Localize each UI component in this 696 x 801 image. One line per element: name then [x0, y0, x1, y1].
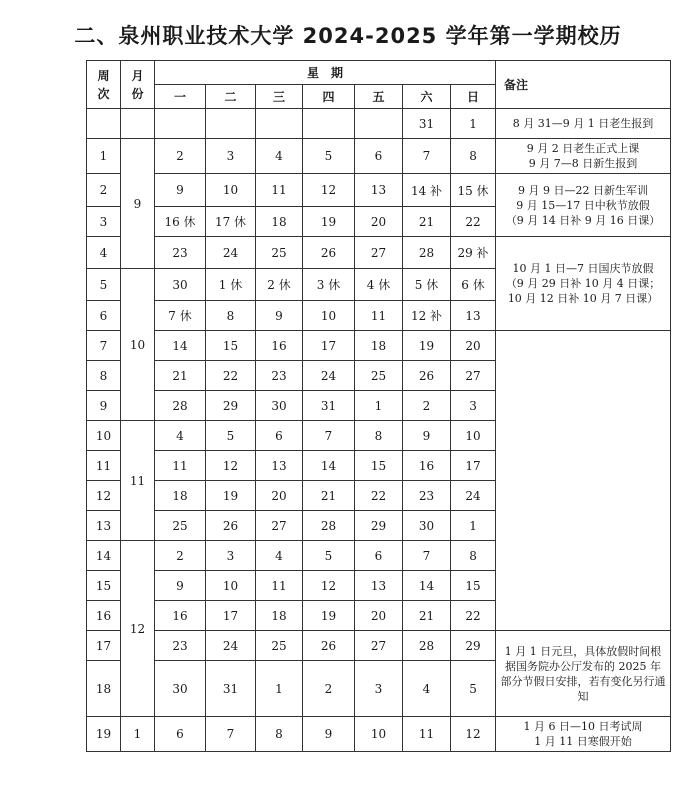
day-cell: 31 [303, 391, 355, 421]
weekday-header: 六 [403, 85, 451, 109]
day-cell: 30 [155, 269, 206, 301]
month-header-line-2: 份 [131, 86, 144, 101]
day-cell: 2 休 [256, 269, 303, 301]
month-cell: 10 [121, 269, 155, 421]
calendar-week-row [87, 109, 671, 139]
day-cell: 23 [256, 361, 303, 391]
day-cell: 24 [451, 481, 496, 511]
week-number-cell: 9 [87, 391, 121, 421]
day-cell: 6 休 [451, 269, 496, 301]
note-cell: 8 月 31—9 月 1 日老生报到 [496, 109, 671, 139]
day-cell: 26 [403, 361, 451, 391]
day-cell: 17 [451, 451, 496, 481]
day-cell: 7 [303, 421, 355, 451]
day-cell: 5 [206, 421, 256, 451]
day-cell: 19 [303, 601, 355, 631]
day-cell: 28 [155, 391, 206, 421]
day-cell: 7 [403, 139, 451, 174]
day-cell: 20 [355, 601, 403, 631]
weekday-header: 四 [303, 85, 355, 109]
day-cell: 30 [256, 391, 303, 421]
note-cell [496, 331, 671, 631]
day-cell: 8 [451, 541, 496, 571]
day-cell: 2 [403, 391, 451, 421]
weekday-header: 五 [355, 85, 403, 109]
weekday-header: 三 [256, 85, 303, 109]
month-header [121, 61, 155, 109]
day-cell: 13 [451, 301, 496, 331]
day-cell: 5 [451, 661, 496, 717]
month-cell: 1 [121, 717, 155, 752]
note-cell: 9 月 2 日老生正式上课 9 月 7—8 日新生报到 [496, 139, 671, 174]
week-number-cell: 10 [87, 421, 121, 451]
month-cell: 11 [121, 421, 155, 541]
day-cell: 18 [355, 331, 403, 361]
day-cell: 21 [155, 361, 206, 391]
day-cell: 9 [155, 571, 206, 601]
day-cell: 4 [256, 139, 303, 174]
day-cell: 28 [303, 511, 355, 541]
day-cell: 11 [403, 717, 451, 752]
day-cell: 1 [451, 109, 496, 139]
week-header-line-2: 次 [97, 86, 110, 101]
day-cell: 20 [256, 481, 303, 511]
day-cell: 9 [403, 421, 451, 451]
day-cell: 20 [451, 331, 496, 361]
day-cell: 11 [155, 451, 206, 481]
day-cell: 11 [355, 301, 403, 331]
day-cell: 3 休 [303, 269, 355, 301]
day-cell: 1 [256, 661, 303, 717]
day-cell: 22 [451, 601, 496, 631]
day-cell: 26 [206, 511, 256, 541]
day-cell: 3 [355, 661, 403, 717]
notes-header: 备注 [496, 61, 671, 109]
day-cell: 13 [355, 174, 403, 207]
day-cell: 14 [303, 451, 355, 481]
day-cell: 23 [155, 237, 206, 269]
day-cell: 25 [256, 631, 303, 661]
day-cell: 12 [206, 451, 256, 481]
week-number-cell: 13 [87, 511, 121, 541]
day-cell: 12 [303, 571, 355, 601]
calendar-week-row [87, 139, 671, 174]
day-cell: 18 [256, 601, 303, 631]
day-cell: 25 [155, 511, 206, 541]
week-number-cell: 14 [87, 541, 121, 571]
page-title: 二、泉州职业技术大学 2024-2025 学年第一学期校历 [74, 24, 622, 48]
week-number-cell: 18 [87, 661, 121, 717]
week-number-header [87, 61, 121, 109]
day-cell: 14 补 [403, 174, 451, 207]
calendar-week-row [87, 237, 671, 269]
day-cell: 11 [256, 174, 303, 207]
day-cell: 9 [303, 717, 355, 752]
day-cell: 30 [155, 661, 206, 717]
day-cell: 12 [451, 717, 496, 752]
day-cell: 17 [303, 331, 355, 361]
day-cell: 14 [155, 331, 206, 361]
day-cell: 15 [451, 571, 496, 601]
week-number-cell: 8 [87, 361, 121, 391]
day-cell: 18 [155, 481, 206, 511]
day-cell: 3 [206, 139, 256, 174]
day-cell: 4 [256, 541, 303, 571]
day-cell: 31 [403, 109, 451, 139]
day-cell: 2 [303, 661, 355, 717]
week-number-cell: 2 [87, 174, 121, 207]
day-cell: 12 补 [403, 301, 451, 331]
day-cell: 10 [303, 301, 355, 331]
day-cell: 25 [355, 361, 403, 391]
note-cell: 9 月 9 日—22 日新生军训 9 月 15—17 日中秋节放假 （9 月 14 日补 9 月 16 日课） [496, 174, 671, 237]
day-cell: 24 [206, 237, 256, 269]
day-cell: 9 [256, 301, 303, 331]
month-cell: 12 [121, 541, 155, 717]
day-cell: 23 [403, 481, 451, 511]
day-cell: 22 [206, 361, 256, 391]
week-number-cell: 7 [87, 331, 121, 361]
month-cell: 9 [121, 139, 155, 269]
week-number-cell: 17 [87, 631, 121, 661]
day-cell: 1 [451, 511, 496, 541]
day-cell: 9 [155, 174, 206, 207]
day-cell: 13 [355, 571, 403, 601]
month-header-line-1: 月 [131, 68, 144, 83]
day-cell: 6 [355, 541, 403, 571]
day-cell: 15 休 [451, 174, 496, 207]
day-cell: 27 [451, 361, 496, 391]
day-cell: 5 [303, 541, 355, 571]
day-cell: 2 [155, 139, 206, 174]
day-cell: 7 休 [155, 301, 206, 331]
day-cell: 22 [451, 207, 496, 237]
day-cell [206, 109, 256, 139]
day-cell: 3 [451, 391, 496, 421]
day-cell: 6 [155, 717, 206, 752]
day-cell: 6 [355, 139, 403, 174]
week-number-cell: 19 [87, 717, 121, 752]
day-cell: 17 休 [206, 207, 256, 237]
day-cell: 4 [155, 421, 206, 451]
day-cell: 15 [355, 451, 403, 481]
day-cell: 6 [256, 421, 303, 451]
weekday-header: 二 [206, 85, 256, 109]
week-number-cell: 15 [87, 571, 121, 601]
week-number-cell: 11 [87, 451, 121, 481]
day-cell: 19 [403, 331, 451, 361]
week-number-cell: 5 [87, 269, 121, 301]
day-cell: 8 [206, 301, 256, 331]
day-cell: 4 休 [355, 269, 403, 301]
day-cell: 7 [206, 717, 256, 752]
day-cell: 1 [355, 391, 403, 421]
note-cell: 1 月 6 日—10 日考试周 1 月 11 日寒假开始 [496, 717, 671, 752]
week-number-cell: 1 [87, 139, 121, 174]
day-cell: 11 [256, 571, 303, 601]
day-cell: 30 [403, 511, 451, 541]
weekday-header: 日 [451, 85, 496, 109]
day-cell: 22 [355, 481, 403, 511]
week-number-cell: 4 [87, 237, 121, 269]
weekday-group-header: 星 期 [155, 61, 496, 85]
day-cell: 29 [355, 511, 403, 541]
day-cell: 26 [303, 631, 355, 661]
day-cell: 19 [303, 207, 355, 237]
day-cell: 31 [206, 661, 256, 717]
note-cell: 1 月 1 日元旦，具体放假时间根据国务院办公厅发布的 2025 年部分节假日安排，若有变化另行通知 [496, 631, 671, 717]
day-cell: 8 [355, 421, 403, 451]
week-number-cell: 3 [87, 207, 121, 237]
week-number-cell [87, 109, 121, 139]
day-cell: 7 [403, 541, 451, 571]
calendar-week-row [87, 331, 671, 361]
day-cell: 27 [256, 511, 303, 541]
day-cell: 2 [155, 541, 206, 571]
day-cell: 24 [206, 631, 256, 661]
day-cell: 20 [355, 207, 403, 237]
note-cell: 10 月 1 日—7 日国庆节放假 （9 月 29 日补 10 月 4 日课； 10 月 12 日补 10 月 7 日课） [496, 237, 671, 331]
day-cell: 17 [206, 601, 256, 631]
day-cell: 1 休 [206, 269, 256, 301]
day-cell: 24 [303, 361, 355, 391]
day-cell: 28 [403, 237, 451, 269]
day-cell: 10 [206, 571, 256, 601]
calendar-table [86, 60, 671, 752]
day-cell: 16 休 [155, 207, 206, 237]
day-cell [355, 109, 403, 139]
day-cell: 19 [206, 481, 256, 511]
calendar-week-row [87, 717, 671, 752]
day-cell: 5 休 [403, 269, 451, 301]
day-cell: 27 [355, 631, 403, 661]
week-header-line-1: 周 [97, 68, 110, 83]
day-cell [303, 109, 355, 139]
month-cell-empty [121, 109, 155, 139]
day-cell: 10 [206, 174, 256, 207]
day-cell: 13 [256, 451, 303, 481]
day-cell: 3 [206, 541, 256, 571]
day-cell: 10 [451, 421, 496, 451]
week-number-cell: 6 [87, 301, 121, 331]
day-cell: 18 [256, 207, 303, 237]
day-cell [256, 109, 303, 139]
day-cell: 16 [256, 331, 303, 361]
day-cell: 27 [355, 237, 403, 269]
day-cell: 8 [256, 717, 303, 752]
day-cell: 10 [355, 717, 403, 752]
day-cell: 21 [303, 481, 355, 511]
week-number-cell: 16 [87, 601, 121, 631]
weekday-header: 一 [155, 85, 206, 109]
day-cell: 25 [256, 237, 303, 269]
week-number-cell: 12 [87, 481, 121, 511]
calendar-week-row [87, 174, 671, 207]
day-cell: 5 [303, 139, 355, 174]
day-cell: 16 [403, 451, 451, 481]
day-cell: 21 [403, 601, 451, 631]
day-cell [155, 109, 206, 139]
day-cell: 21 [403, 207, 451, 237]
day-cell: 14 [403, 571, 451, 601]
day-cell: 16 [155, 601, 206, 631]
day-cell: 29 [451, 631, 496, 661]
day-cell: 4 [403, 661, 451, 717]
day-cell: 23 [155, 631, 206, 661]
day-cell: 29 [206, 391, 256, 421]
day-cell: 8 [451, 139, 496, 174]
day-cell: 29 补 [451, 237, 496, 269]
day-cell: 28 [403, 631, 451, 661]
day-cell: 12 [303, 174, 355, 207]
calendar-week-row [87, 631, 671, 661]
day-cell: 15 [206, 331, 256, 361]
day-cell: 26 [303, 237, 355, 269]
